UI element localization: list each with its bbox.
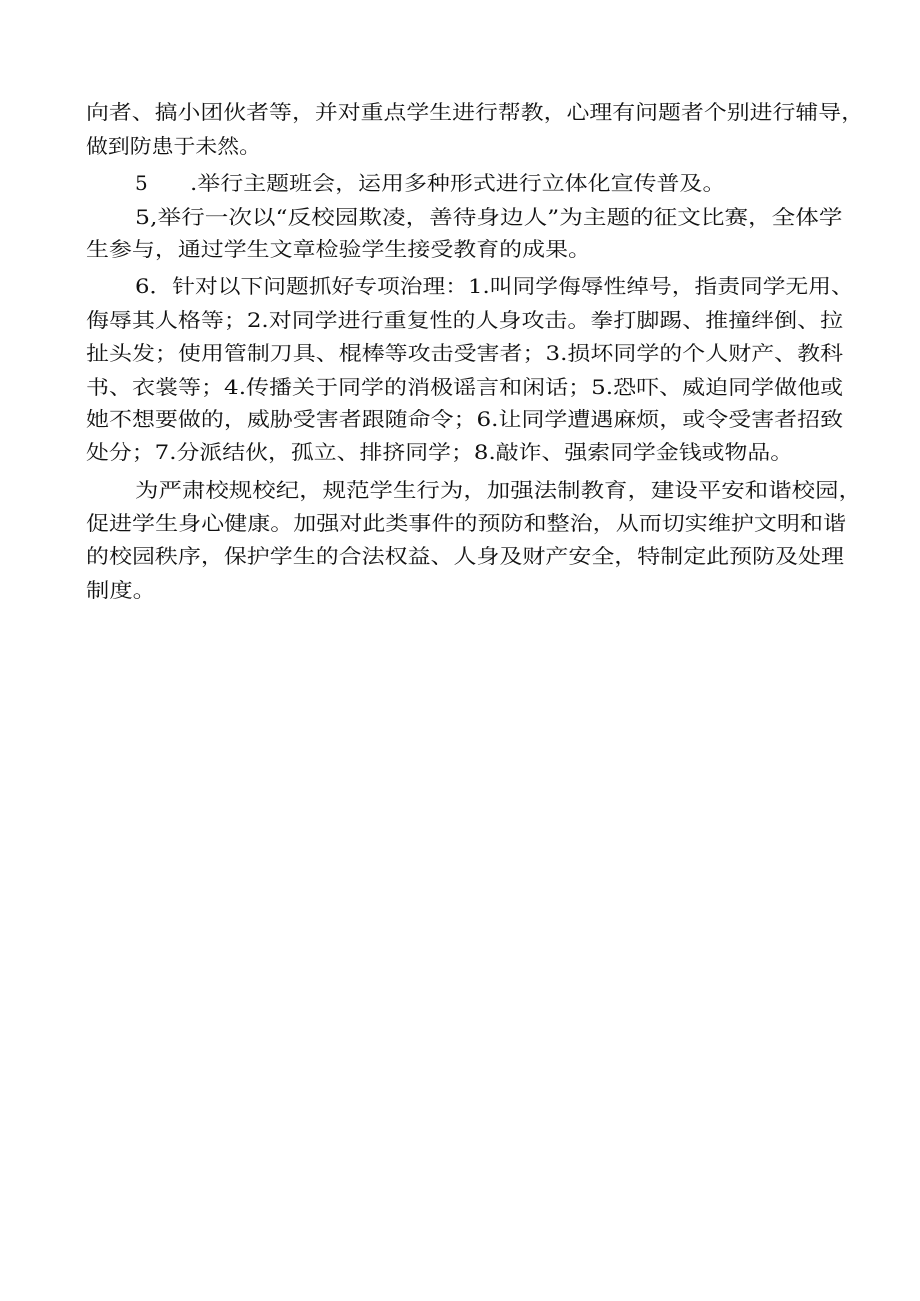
text-line: 的校园秩序，保护学生的合法权益、人身及财产安全，特制定此预防及处理	[86, 544, 844, 568]
text-line: 6．针对以下问题抓好专项治理：1.叫同学侮辱性绰号，指责同学无用、	[135, 274, 854, 298]
text-line: 5,举行一次以“反校园欺凌，善待身边人”为主题的征文比赛，全体学	[135, 205, 843, 229]
text-line: 促进学生身心健康。加强对此类事件的预防和整治，从而切实维护文明和谐	[86, 511, 846, 535]
text-line: 为严肃校规校纪，规范学生行为，加强法制教育，建设平安和谐校园，	[135, 478, 862, 502]
text-line: 处分；7.分派结伙，孤立、排挤同学；8.敲诈、强索同学金钱或物品。	[86, 440, 794, 464]
text-line: 书、衣裳等；4.传播关于同学的消极谣言和闲话；5.恐吓、威迫同学做他或	[86, 375, 844, 399]
text-line: 侮辱其人格等；2.对同学进行重复性的人身攻击。拳打脚踢、推撞绊倒、拉	[86, 308, 844, 332]
text-line: 向者、搞小团伙者等，并对重点学生进行帮教，心理有问题者个别进行辅导，	[86, 100, 864, 124]
text-line: 扯头发；使用管制刀具、棍棒等攻击受害者；3.损坏同学的个人财产、教科	[86, 341, 844, 365]
text-line: .举行主题班会，运用多种形式进行立体化宣传普及。	[190, 171, 726, 195]
list-number: 5	[135, 171, 148, 195]
text-line: 她不想要做的，威胁受害者跟随命令；6.让同学遭遇麻烦，或令受害者招致	[86, 407, 844, 431]
text-line: 生参与，通过学生文章检验学生接受教育的成果。	[86, 237, 591, 261]
text-line: 制度。	[86, 578, 156, 602]
text-line: 做到防患于未然。	[86, 134, 261, 158]
